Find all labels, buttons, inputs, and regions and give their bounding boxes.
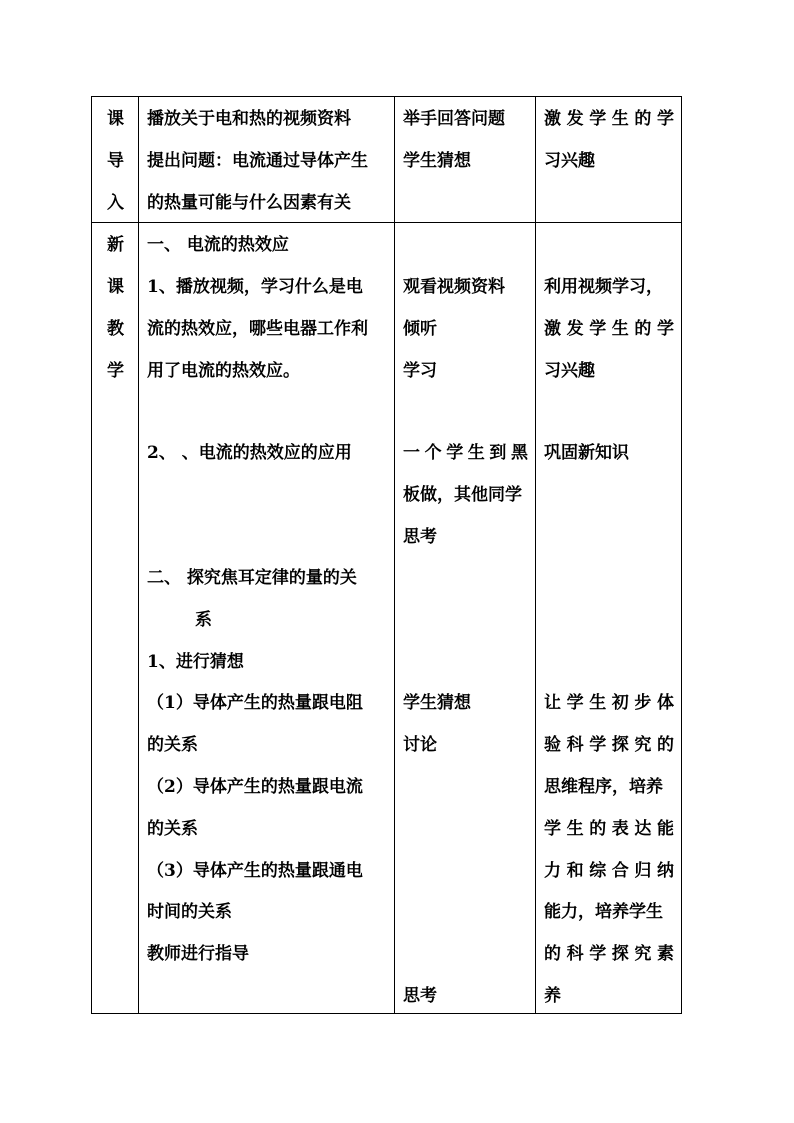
text-line: 的关系 xyxy=(147,735,198,755)
text-line: 巩固新知识 xyxy=(544,443,629,463)
text-line: 让学生初步体 xyxy=(544,693,674,713)
text-line: 观看视频资料 xyxy=(403,277,505,297)
section-heading: 二、 探究焦耳定律的量的关 xyxy=(147,568,357,588)
text-line: 的关系 xyxy=(147,819,198,839)
text-line: 教师进行指导 xyxy=(147,944,249,964)
lesson-plan-table xyxy=(91,96,682,1014)
text-line: 验科学探究的 xyxy=(544,735,674,755)
text-line: 板做，其他同学 xyxy=(403,485,522,505)
design-intent-cell xyxy=(536,223,682,1014)
stage-char: 入 xyxy=(107,193,124,213)
text-line: 1、进行猜想 xyxy=(147,652,244,672)
text-line: 思维程序，培养 xyxy=(544,777,663,797)
text-line: 习兴趣 xyxy=(544,361,595,381)
text-line: 一个学生到黑 xyxy=(403,443,528,463)
stage-cell xyxy=(92,97,139,223)
section-heading: 一、 电流的热效应 xyxy=(147,235,289,255)
table-row xyxy=(92,97,682,223)
text-line: 流的热效应，哪些电器工作利 xyxy=(147,319,368,339)
text-line: 倾听 xyxy=(403,319,437,339)
text-line: 提出问题：电流通过导体产生 xyxy=(147,151,368,171)
text-line: 激发学生的学 xyxy=(544,319,674,339)
text-line: 激发学生的学 xyxy=(544,109,674,129)
stage-char: 课 xyxy=(107,109,124,129)
text-line: 养 xyxy=(544,986,561,1006)
table-row xyxy=(92,223,682,1014)
text-line: 学生猜想 xyxy=(403,693,471,713)
design-intent-cell xyxy=(536,97,682,223)
stage-char: 课 xyxy=(107,277,124,297)
teacher-activity-cell xyxy=(139,97,395,223)
text-line: 力和综合归纳 xyxy=(544,861,674,881)
text-line: 习兴趣 xyxy=(544,151,595,171)
text-line: 能力，培养学生 xyxy=(544,902,663,922)
text-line: 思考 xyxy=(403,986,437,1006)
text-line: 用了电流的热效应。 xyxy=(147,361,300,381)
text-line: 2、 、电流的热效应的应用 xyxy=(147,443,352,463)
student-activity-cell xyxy=(395,97,536,223)
student-activity-cell xyxy=(395,223,536,1014)
text-line: 系 xyxy=(195,610,212,630)
text-line: 的热量可能与什么因素有关 xyxy=(147,193,351,213)
stage-char: 教 xyxy=(107,319,124,339)
text-line: 1、播放视频，学习什么是电 xyxy=(147,277,363,297)
teacher-activity-cell xyxy=(139,223,395,1014)
text-line: 利用视频学习， xyxy=(544,277,663,297)
text-line: 的科学探究素 xyxy=(544,944,674,964)
stage-char: 新 xyxy=(107,235,124,255)
text-line: 举手回答问题 xyxy=(403,109,505,129)
text-line: 讨论 xyxy=(403,735,437,755)
text-line: （2）导体产生的热量跟电流 xyxy=(147,777,363,797)
text-line: 时间的关系 xyxy=(147,902,232,922)
stage-cell xyxy=(92,223,139,1014)
text-line: 思考 xyxy=(403,527,437,547)
text-line: 播放关于电和热的视频资料 xyxy=(147,109,351,129)
text-line: （1）导体产生的热量跟电阻 xyxy=(147,693,363,713)
text-line: （3）导体产生的热量跟通电 xyxy=(147,861,363,881)
stage-char: 学 xyxy=(107,361,124,381)
text-line: 学习 xyxy=(403,361,437,381)
stage-char: 导 xyxy=(107,151,124,171)
text-line: 学生猜想 xyxy=(403,151,471,171)
text-line: 学生的表达能 xyxy=(544,819,674,839)
